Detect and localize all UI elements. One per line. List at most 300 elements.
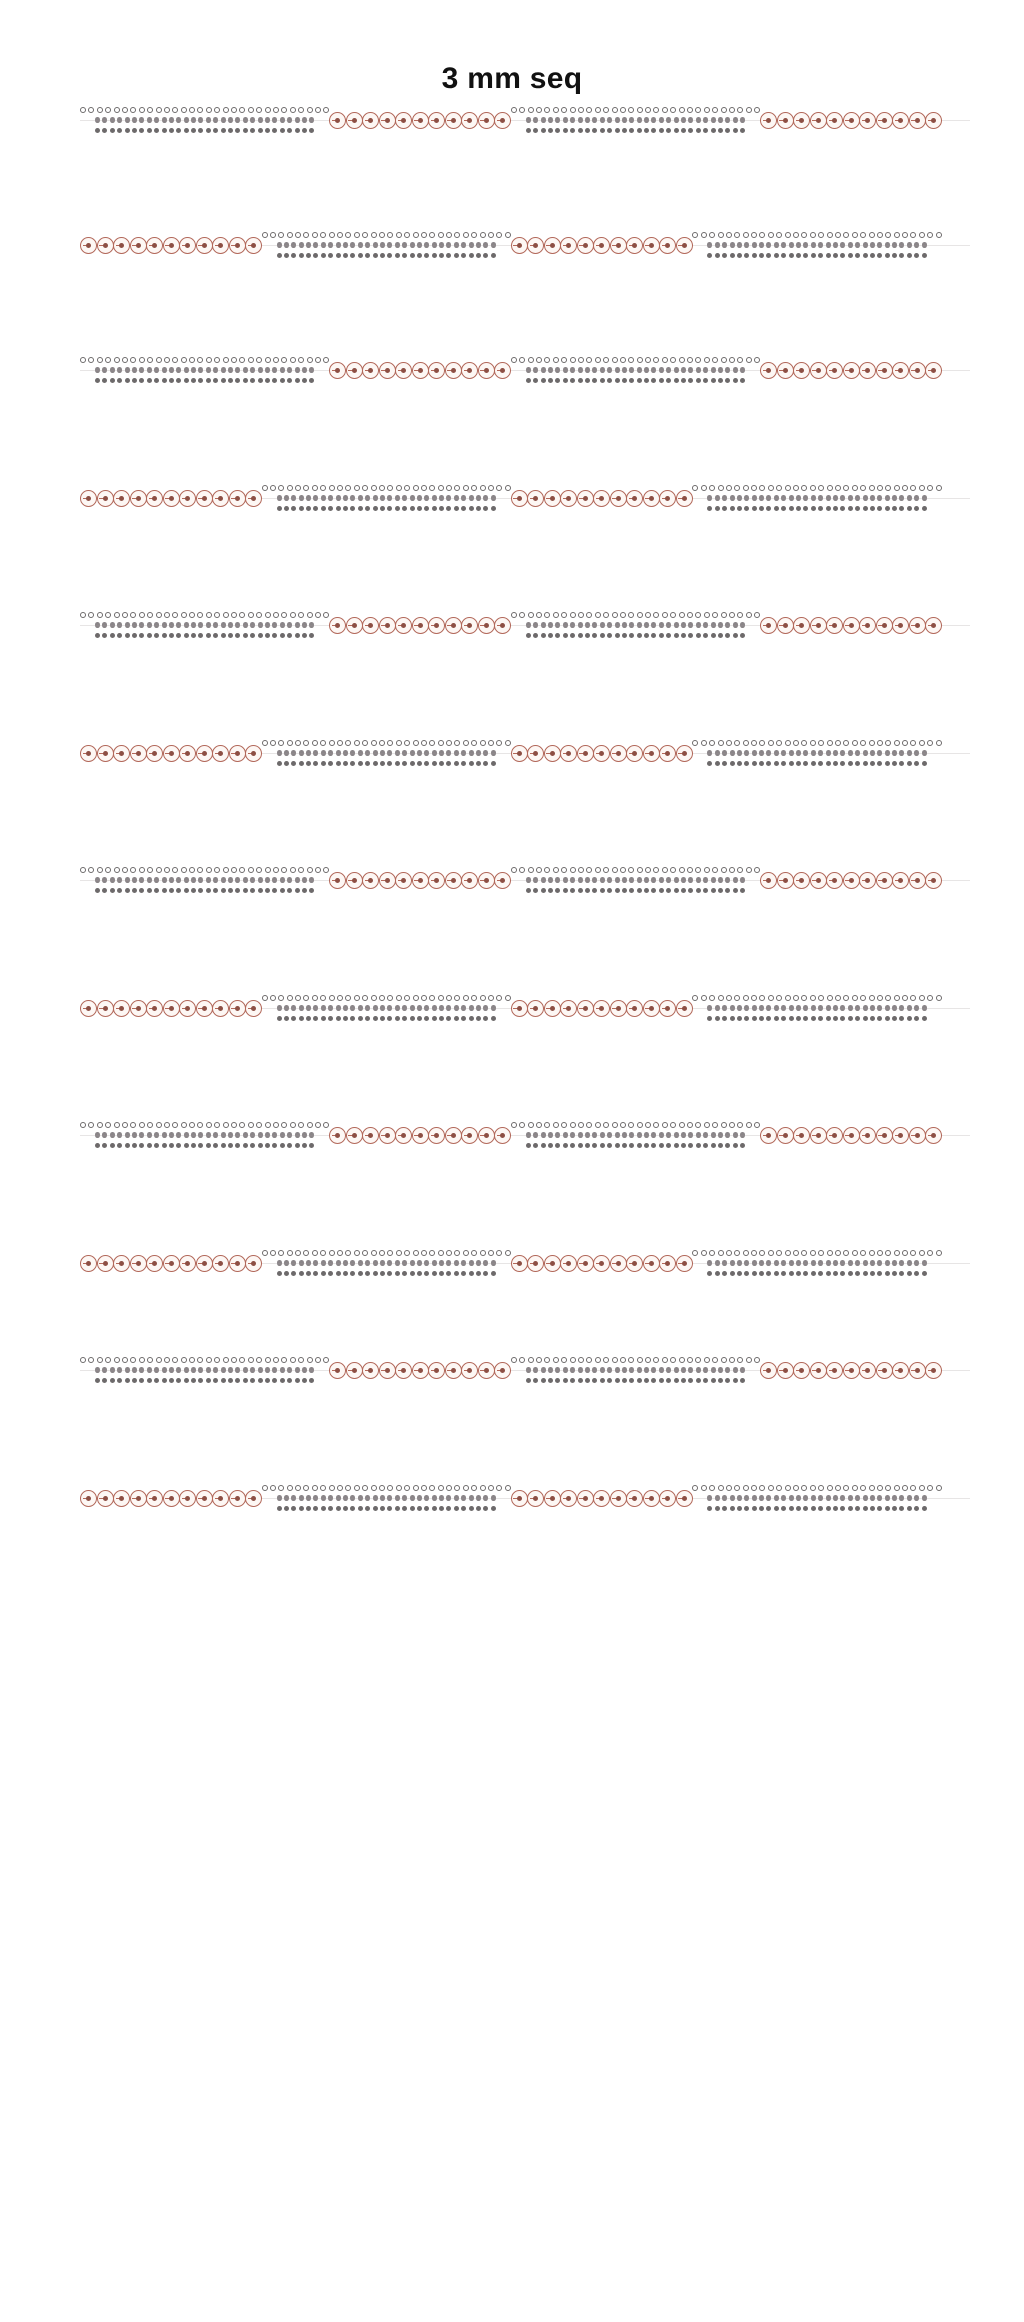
stitch-dot-icon (781, 761, 786, 766)
stitch-dot-icon (290, 612, 296, 618)
stitch-dot-icon (744, 253, 749, 258)
stitch-dot-icon (612, 1122, 618, 1128)
stitch-line (692, 484, 941, 492)
stitch-dot-icon (248, 357, 254, 363)
stitch-line (95, 631, 314, 639)
bead-ring-icon (428, 872, 445, 889)
stitch-dot-icon (718, 378, 723, 383)
stitch-dot-icon (223, 357, 229, 363)
bead-ring-icon (659, 490, 676, 507)
stitch-dot-icon (746, 612, 752, 618)
stitch-dot-icon (315, 612, 321, 618)
bead-ring-icon (560, 490, 577, 507)
stitch-dot-icon (752, 253, 757, 258)
stitch-line (277, 504, 496, 512)
ring-block (329, 350, 511, 390)
stitch-dot-icon (722, 1016, 727, 1021)
stitch-dot-icon (615, 888, 620, 893)
stitch-dot-icon (863, 1271, 868, 1276)
bead-ring-icon (760, 617, 777, 634)
stitch-dot-icon (737, 1122, 743, 1128)
stitch-dot-icon (328, 1506, 333, 1511)
stitch-dot-icon (265, 128, 270, 133)
bead-ring-icon (859, 617, 876, 634)
bead-ring-icon (146, 1000, 163, 1017)
stitch-dot-icon (600, 378, 605, 383)
stitch-dot-icon (287, 1378, 292, 1383)
stitch-dot-icon (80, 867, 86, 873)
stitch-dot-icon (387, 1271, 392, 1276)
stitch-dot-icon (704, 357, 710, 363)
stitch-dot-icon (718, 888, 723, 893)
stitch-dot-icon (184, 1143, 189, 1148)
stitch-dot-icon (852, 1485, 858, 1491)
stitch-dot-icon (629, 633, 634, 638)
stitch-dot-icon (544, 357, 550, 363)
stitch-dot-icon (309, 378, 314, 383)
stitch-dot-icon (358, 253, 363, 258)
stitch-dot-icon (645, 357, 651, 363)
stitch-dot-icon (810, 740, 816, 746)
stitch-dot-icon (278, 1485, 284, 1491)
stitch-dot-icon (169, 1143, 174, 1148)
stitch-dot-icon (855, 1271, 860, 1276)
stitch-dot-icon (488, 1250, 494, 1256)
stitch-dot-icon (320, 232, 326, 238)
stitch-dot-icon (811, 1506, 816, 1511)
stitch-dot-icon (483, 506, 488, 511)
stitch-dot-icon (607, 128, 612, 133)
stitch-dot-icon (278, 740, 284, 746)
stitch-dot-icon (139, 612, 145, 618)
stitch-dot-icon (709, 995, 715, 1001)
stitch-dot-icon (662, 1122, 668, 1128)
stitch-dot-icon (206, 107, 212, 113)
stitch-dot-icon (877, 253, 882, 258)
stitch-dot-icon (827, 1250, 833, 1256)
stitch-dot-icon (919, 1485, 925, 1491)
stitch-dot-icon (740, 378, 745, 383)
stitch-dot-icon (776, 995, 782, 1001)
stitch-dot-icon (471, 1250, 477, 1256)
stitch-dot-icon (373, 1016, 378, 1021)
stitch-dot-icon (176, 633, 181, 638)
stitch-dot-icon (114, 1122, 120, 1128)
bead-ring-icon (626, 1255, 643, 1272)
ring-block (511, 1478, 693, 1518)
stitch-dot-icon (733, 888, 738, 893)
stitch-dot-icon (803, 506, 808, 511)
stitch-dot-icon (843, 1485, 849, 1491)
stitch-dot-icon (130, 1357, 136, 1363)
stitch-dot-icon (221, 128, 226, 133)
stitch-line (707, 1014, 926, 1022)
stitch-dot-icon (358, 1016, 363, 1021)
bead-ring-icon (229, 1000, 246, 1017)
bead-ring-icon (445, 362, 462, 379)
stitch-dot-icon (387, 1250, 393, 1256)
bead-ring-icon (163, 1255, 180, 1272)
stitch-dot-icon (446, 995, 452, 1001)
stitch-line (277, 251, 496, 259)
stitch-dot-icon (302, 633, 307, 638)
bead-ring-icon (810, 112, 827, 129)
stitch-dot-icon (413, 232, 419, 238)
stitch-dot-icon (312, 485, 318, 491)
stitch-dot-icon (191, 888, 196, 893)
bead-ring-icon (362, 362, 379, 379)
bead-ring-icon (659, 1490, 676, 1507)
stitch-dot-icon (818, 485, 824, 491)
bead-ring-icon (130, 745, 147, 762)
stitch-dot-icon (927, 485, 933, 491)
stitch-dot-icon (491, 761, 496, 766)
stitch-dot-icon (869, 1485, 875, 1491)
stitch-dot-icon (432, 253, 437, 258)
stitch-dot-icon (336, 253, 341, 258)
stitch-dot-icon (870, 506, 875, 511)
stitch-dot-icon (595, 1357, 601, 1363)
stitch-dot-icon (280, 633, 285, 638)
bead-ring-icon (892, 872, 909, 889)
stitch-dot-icon (214, 1357, 220, 1363)
stitch-dot-icon (894, 740, 900, 746)
stitch-dot-icon (855, 253, 860, 258)
bead-ring-icon (610, 1000, 627, 1017)
stitch-dot-icon (563, 888, 568, 893)
stitch-dot-icon (725, 128, 730, 133)
stitch-dot-icon (718, 128, 723, 133)
bead-ring-icon (810, 872, 827, 889)
stitch-dot-icon (744, 1271, 749, 1276)
stitch-dot-icon (541, 378, 546, 383)
bead-ring-icon (577, 1255, 594, 1272)
bead-ring-icon (478, 1127, 495, 1144)
bead-ring-icon (80, 237, 97, 254)
stitch-dot-icon (707, 253, 712, 258)
ring-block (760, 1115, 942, 1155)
stitch-dot-icon (206, 1122, 212, 1128)
stitch-dot-icon (117, 888, 122, 893)
bead-ring-icon (346, 617, 363, 634)
stitch-dot-icon (692, 485, 698, 491)
stitch-dot-icon (774, 1506, 779, 1511)
stitch-dot-icon (336, 506, 341, 511)
stitch-dot-icon (354, 485, 360, 491)
bead-ring-icon (494, 1127, 511, 1144)
stitch-dot-icon (278, 485, 284, 491)
stitch-dot-icon (688, 378, 693, 383)
stitch-dot-icon (709, 1485, 715, 1491)
stitch-dot-icon (461, 506, 466, 511)
stitch-dot-icon (320, 1250, 326, 1256)
bead-ring-icon (229, 1490, 246, 1507)
ring-block (80, 478, 262, 518)
stitch-line (80, 1121, 329, 1129)
stitch-dot-icon (743, 995, 749, 1001)
stitch-dot-icon (766, 1506, 771, 1511)
bead-ring-icon (379, 112, 396, 129)
stitch-dot-icon (312, 1485, 318, 1491)
stitch-dot-icon (701, 1250, 707, 1256)
bead-ring-icon (163, 490, 180, 507)
stitch-dot-icon (811, 761, 816, 766)
stitch-dot-icon (592, 633, 597, 638)
stitch-dot-icon (320, 740, 326, 746)
bead-ring-icon (130, 490, 147, 507)
stitch-line (277, 759, 496, 767)
stitch-dot-icon (480, 485, 486, 491)
stitch-dot-icon (733, 1378, 738, 1383)
stitch-dot-icon (818, 253, 823, 258)
stitch-dot-icon (102, 633, 107, 638)
stitch-dot-icon (600, 128, 605, 133)
stitch-dot-icon (302, 128, 307, 133)
stitch-dot-icon (402, 506, 407, 511)
stitch-dot-icon (715, 1506, 720, 1511)
stitch-dot-icon (536, 107, 542, 113)
bead-ring-icon (461, 1127, 478, 1144)
stitch-dot-icon (803, 253, 808, 258)
stitch-dot-icon (796, 761, 801, 766)
bead-ring-icon (130, 1490, 147, 1507)
stitch-dot-icon (811, 1016, 816, 1021)
stitch-dot-icon (265, 1143, 270, 1148)
stitch-dot-icon (337, 485, 343, 491)
stitch-dot-icon (114, 357, 120, 363)
stitch-dot-icon (424, 506, 429, 511)
stitch-dot-icon (704, 1122, 710, 1128)
stitch-dot-icon (110, 888, 115, 893)
bead-ring-icon (461, 617, 478, 634)
stitch-dot-icon (379, 740, 385, 746)
bead-ring-icon (113, 1255, 130, 1272)
bead-ring-icon (346, 112, 363, 129)
stitch-dot-icon (169, 378, 174, 383)
stitch-dot-icon (548, 1378, 553, 1383)
stitch-dot-icon (345, 1485, 351, 1491)
stitch-dot-icon (902, 1485, 908, 1491)
stitch-dot-icon (272, 633, 277, 638)
stitch-dot-icon (413, 1250, 419, 1256)
bead-ring-icon (196, 1000, 213, 1017)
stitch-dot-icon (147, 1378, 152, 1383)
stitch-dot-icon (122, 612, 128, 618)
bead-ring-icon (810, 1362, 827, 1379)
stitch-dot-icon (421, 1250, 427, 1256)
stitch-dot-icon (914, 1016, 919, 1021)
stitch-dot-icon (272, 1143, 277, 1148)
stitch-dot-icon (595, 612, 601, 618)
stitch-dot-icon (105, 1122, 111, 1128)
bead-ring-icon (163, 1490, 180, 1507)
stitch-dot-icon (139, 1122, 145, 1128)
bead-ring-icon (511, 490, 528, 507)
stitch-dot-icon (737, 1506, 742, 1511)
bead-ring-icon (777, 617, 794, 634)
stitch-dot-icon (432, 1271, 437, 1276)
bead-ring-icon (412, 362, 429, 379)
stitch-dot-icon (899, 506, 904, 511)
bead-ring-icon (146, 1490, 163, 1507)
bead-ring-icon (643, 490, 660, 507)
stitch-dot-icon (198, 633, 203, 638)
stitch-dot-icon (818, 740, 824, 746)
stitch-dot-icon (130, 357, 136, 363)
stitch-dot-icon (432, 1506, 437, 1511)
stitch-dot-icon (221, 633, 226, 638)
stitch-dot-icon (740, 888, 745, 893)
stitch-dot-icon (329, 995, 335, 1001)
stitch-dot-icon (287, 633, 292, 638)
bead-ring-icon (113, 1490, 130, 1507)
stitch-dot-icon (666, 1143, 671, 1148)
stitch-dot-icon (766, 761, 771, 766)
bead-ring-icon (876, 112, 893, 129)
stitch-dot-icon (156, 1357, 162, 1363)
stitch-dot-icon (789, 1506, 794, 1511)
stitch-dot-icon (737, 1357, 743, 1363)
stitch-dot-icon (132, 633, 137, 638)
stitch-dot-icon (284, 506, 289, 511)
stitch-dot-icon (379, 232, 385, 238)
ring-block (760, 860, 942, 900)
bead-ring-icon (593, 1255, 610, 1272)
stitch-dot-icon (869, 740, 875, 746)
stitch-dot-icon (191, 128, 196, 133)
stitch-dot-icon (737, 506, 742, 511)
bead-ring-icon (626, 1000, 643, 1017)
stitch-dot-icon (337, 995, 343, 1001)
bead-ring-icon (196, 490, 213, 507)
stitch-dot-icon (387, 485, 393, 491)
stitch-dot-icon (740, 1378, 745, 1383)
stitch-dot-icon (421, 485, 427, 491)
stitch-dot-icon (380, 761, 385, 766)
stitch-dot-icon (248, 107, 254, 113)
bead-ring-icon (245, 1255, 262, 1272)
stitch-dot-icon (432, 1016, 437, 1021)
bead-ring-icon (843, 1362, 860, 1379)
stitch-dot-icon (313, 1271, 318, 1276)
stitch-dot-icon (313, 1016, 318, 1021)
bead-ring-icon (676, 745, 693, 762)
bead-ring-icon (428, 362, 445, 379)
stitch-dot-icon (709, 232, 715, 238)
stitch-dot-icon (688, 633, 693, 638)
bead-ring-icon (793, 617, 810, 634)
stitch-dot-icon (776, 1485, 782, 1491)
stitch-dot-icon (281, 612, 287, 618)
stitch-dot-icon (570, 128, 575, 133)
stitch-dot-icon (726, 995, 732, 1001)
page-title: 3 mm seq (441, 62, 583, 95)
bead-ring-icon (130, 1000, 147, 1017)
stitch-dot-icon (892, 253, 897, 258)
stitch-dot-icon (818, 1016, 823, 1021)
stitch-dot-icon (463, 1485, 469, 1491)
stitch-dot-icon (607, 888, 612, 893)
stitch-dot-icon (476, 1271, 481, 1276)
stitch-dot-icon (198, 1143, 203, 1148)
stitch-dot-icon (528, 1357, 534, 1363)
stitch-dot-icon (555, 128, 560, 133)
bead-ring-icon (577, 745, 594, 762)
stitch-dot-icon (553, 357, 559, 363)
stitch-dot-icon (734, 740, 740, 746)
stitch-dot-icon (313, 506, 318, 511)
stitch-dot-icon (877, 1016, 882, 1021)
stitch-dot-icon (463, 232, 469, 238)
stitch-dot-icon (743, 740, 749, 746)
stitch-dot-icon (235, 378, 240, 383)
stitch-dot-icon (852, 995, 858, 1001)
stitch-dot-icon (404, 232, 410, 238)
stitch-dot-icon (265, 612, 271, 618)
stitch-dot-icon (586, 1122, 592, 1128)
stitch-dot-icon (718, 485, 724, 491)
stitch-dot-icon (703, 888, 708, 893)
stitch-dot-icon (277, 506, 282, 511)
stitch-dot-icon (306, 1016, 311, 1021)
stitch-dot-icon (703, 633, 708, 638)
stitch-dot-icon (870, 1271, 875, 1276)
stitch-dot-icon (272, 888, 277, 893)
stitch-dot-icon (666, 1378, 671, 1383)
stitch-dot-icon (97, 107, 103, 113)
stitch-dot-icon (600, 633, 605, 638)
bead-ring-icon (777, 362, 794, 379)
stitch-dot-icon (250, 378, 255, 383)
bead-ring-icon (909, 362, 926, 379)
stitch-dot-icon (395, 506, 400, 511)
stitch-dot-icon (396, 485, 402, 491)
stitch-dot-icon (273, 1357, 279, 1363)
stitch-dot-icon (894, 1485, 900, 1491)
stitch-dot-icon (725, 378, 730, 383)
stitch-dot-icon (892, 1271, 897, 1276)
stitch-dot-icon (796, 506, 801, 511)
bead-ring-icon (560, 1000, 577, 1017)
stitch-dot-icon (354, 1250, 360, 1256)
bead-ring-icon (544, 490, 561, 507)
stitch-dot-icon (533, 1378, 538, 1383)
bead-ring-icon (544, 745, 561, 762)
stitch-dot-icon (927, 740, 933, 746)
pattern-row (80, 860, 970, 900)
stitch-dot-icon (307, 612, 313, 618)
stitch-dot-icon (578, 1122, 584, 1128)
stitch-dot-icon (184, 1378, 189, 1383)
stitch-dot-icon (295, 888, 300, 893)
stitch-dot-icon (235, 1378, 240, 1383)
bead-ring-icon (810, 1127, 827, 1144)
stitch-dot-icon (637, 357, 643, 363)
stitch-line (511, 1121, 760, 1129)
bead-ring-icon (212, 490, 229, 507)
stitch-line (707, 759, 926, 767)
bead-ring-icon (80, 1255, 97, 1272)
stitch-dot-icon (379, 485, 385, 491)
bead-ring-icon (212, 1255, 229, 1272)
stitch-dot-icon (870, 1506, 875, 1511)
stitch-dot-icon (446, 761, 451, 766)
stitch-dot-icon (139, 378, 144, 383)
stitch-dot-icon (733, 378, 738, 383)
stitch-dot-icon (615, 1143, 620, 1148)
stitch-dot-icon (922, 506, 927, 511)
stitch-dot-icon (899, 253, 904, 258)
